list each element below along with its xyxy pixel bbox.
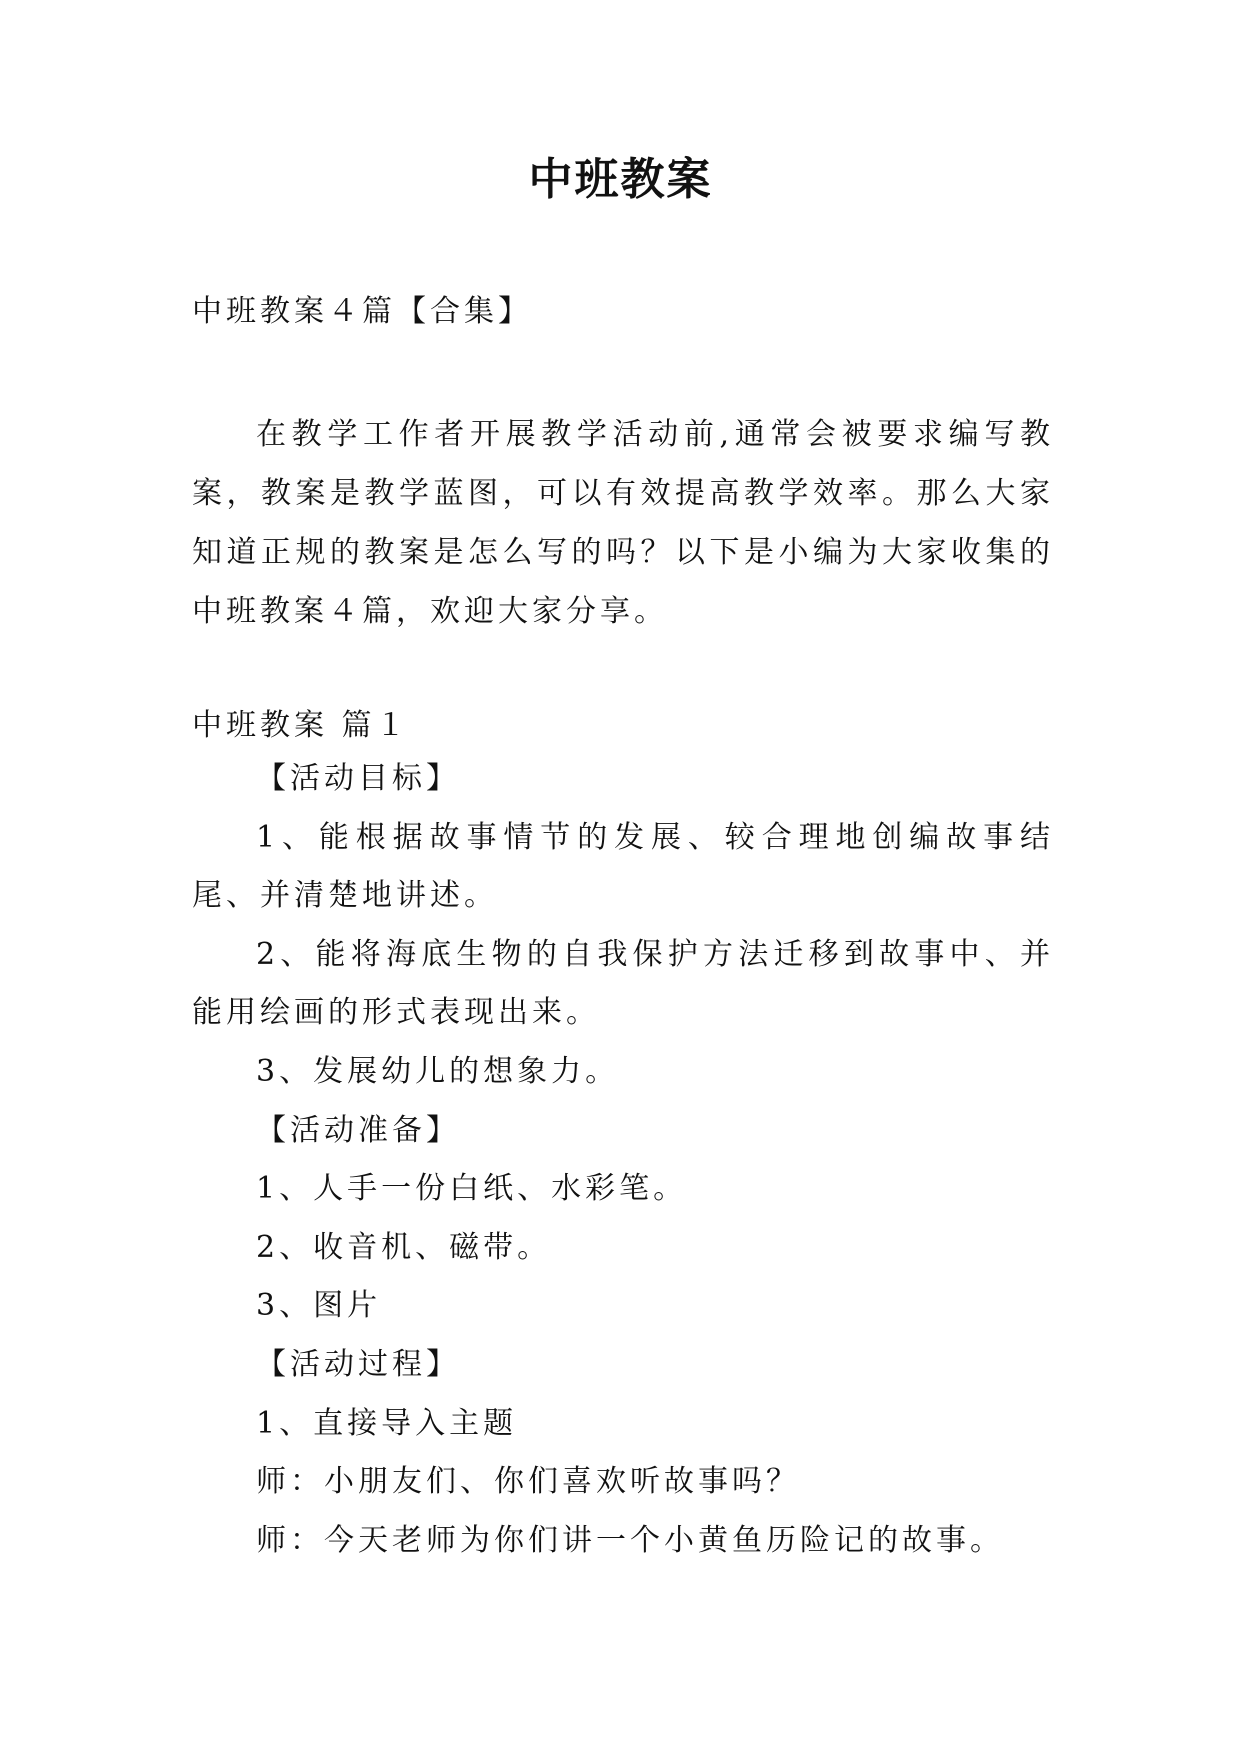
document-title: 中班教案 <box>528 154 713 205</box>
document-subtitle: 中班教案４篇【合集】 <box>192 294 532 329</box>
intro-paragraph: 在教学工作者开展教学活动前,通常会被要求编写教案，教案是教学蓝图，可以有效提高教学效率。那么大家知道正规的教案是怎么写的吗？以下是小编为大家收集的中班教案４篇，欢迎大家分享。 <box>192 417 1054 629</box>
body-paragraph: 2、收音机、磁带。 <box>256 1229 552 1265</box>
section-heading-preparation: 【活动准备】 <box>256 1112 460 1148</box>
section-heading-goals: 【活动目标】 <box>256 761 460 796</box>
section-heading-process: 【活动过程】 <box>256 1346 460 1382</box>
section-body <box>192 750 1054 1570</box>
section-heading: 中班教案 篇１ <box>192 708 410 743</box>
body-paragraph: 师：小朋友们、你们喜欢听故事吗？ <box>256 1464 800 1500</box>
body-paragraph: 3、发展幼儿的想象力。 <box>256 1053 620 1089</box>
body-paragraph: 3、图片 <box>256 1288 382 1324</box>
body-paragraph: 1、直接导入主题 <box>256 1405 518 1441</box>
body-paragraph: 2、能将海底生物的自我保护方法迁移到故事中、并能用绘画的形式表现出来。 <box>192 936 1054 1031</box>
body-paragraph: 1、能根据故事情节的发展、较合理地创编故事结尾、并清楚地讲述。 <box>192 819 1054 914</box>
body-paragraph: 1、人手一份白纸、水彩笔。 <box>256 1171 688 1207</box>
body-paragraph: 师：今天老师为你们讲一个小黄鱼历险记的故事。 <box>256 1522 1004 1558</box>
